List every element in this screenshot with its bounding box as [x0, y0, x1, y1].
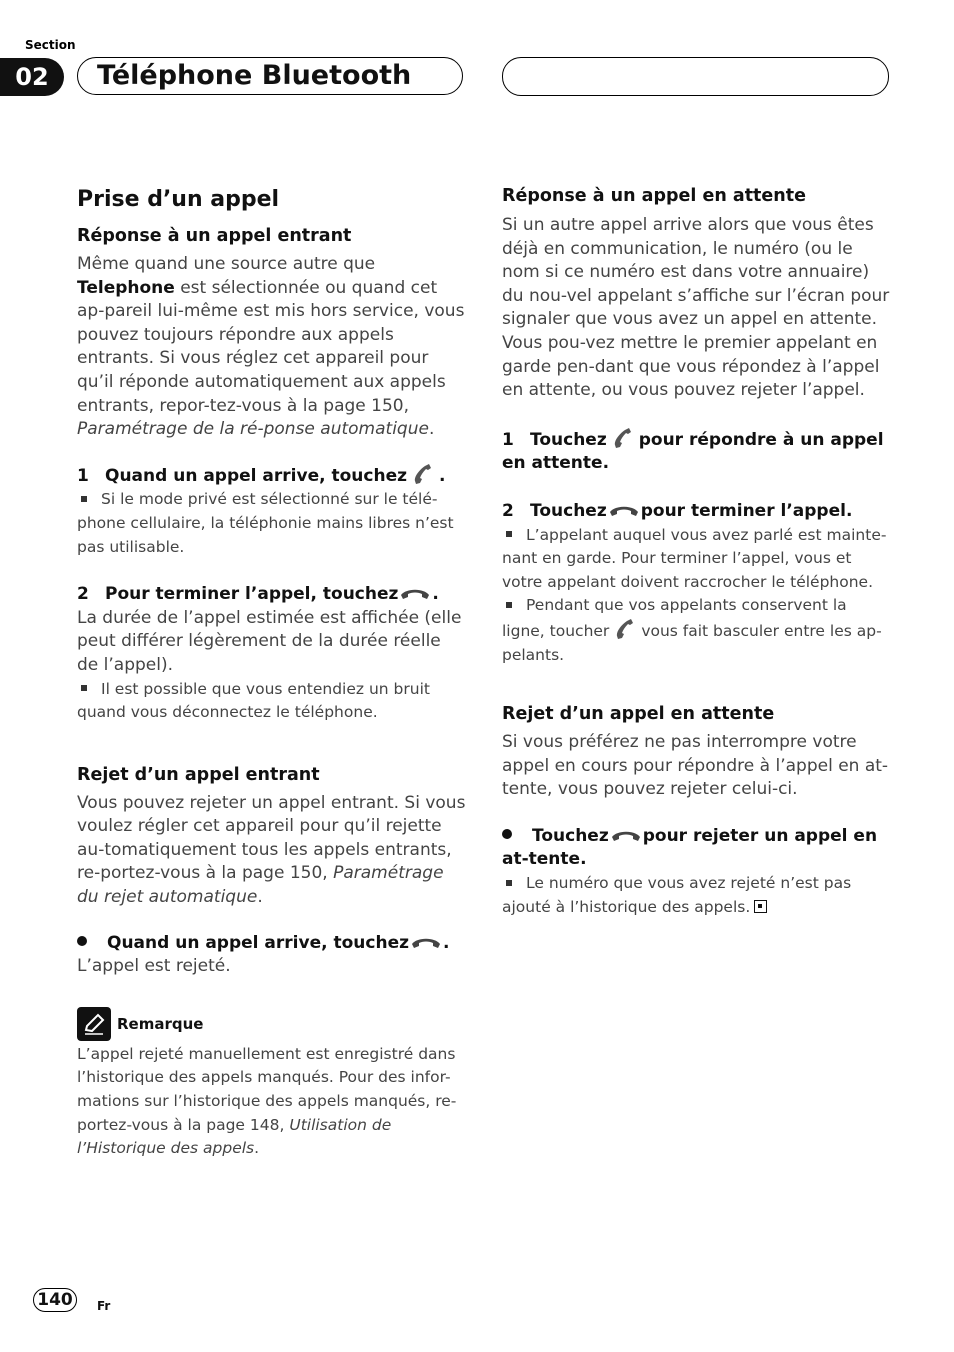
step-1 — [502, 427, 892, 476]
reference-link-text: Paramétrage du rejet automatique — [77, 863, 444, 908]
section-number-badge: 02 — [0, 58, 64, 96]
hang-up-icon — [611, 826, 641, 840]
note — [502, 594, 892, 667]
step-1 — [77, 463, 467, 489]
note-bullet-icon — [81, 496, 87, 502]
note-text: Il est possible que vous entendiez un bruit quand vous déconnectez le téléphone. — [77, 679, 430, 722]
phone-answer-icon — [613, 618, 637, 640]
note-bullet-icon — [506, 602, 512, 608]
step-2 — [502, 500, 892, 524]
right-column — [502, 184, 892, 919]
step-text: Pour terminer l’appel, touchez — [105, 584, 399, 605]
duration-paragraph: La durée de l’appel estimée est affichée (elle peut différer légèrement de la durée réelle de l’appel). — [77, 607, 462, 675]
step-text: Quand un appel arrive, touchez — [107, 932, 409, 953]
note-text: Si le mode privé est sélectionné sur le télé-phone cellulaire, la téléphonie mains libres n’est pas utilisable. — [77, 490, 454, 556]
step-text: Touchez — [532, 825, 609, 846]
note-bullet-icon — [506, 531, 512, 537]
step-number: 1 — [77, 465, 89, 486]
waiting-paragraph: Si un autre appel arrive alors que vous êtes déjà en communication, le numéro (ou le nom si ce numéro est dans votre annuaire) du nou-vel appelant s’affiche sur l’écran pour signaler que vous avez un appel en attente. Vous pou-vez mettre le premier appelant en garde pen-dant que vous répondez à l’appel en attente, ou vous pouvez rejeter l’appel. — [502, 215, 890, 401]
hang-up-icon — [411, 933, 441, 947]
note-text: L’appelant auquel vous avez parlé est mainte-nant en garde. Pour terminer l’appel, vous et votre appelant doivent raccrocher le téléphone. — [502, 525, 887, 591]
step-text: pour terminer l’appel. — [640, 500, 853, 521]
reject-waiting-subheading: Rejet d’un appel en attente — [502, 704, 775, 725]
remark-header — [77, 1007, 467, 1041]
remark-label: Remarque — [117, 1014, 204, 1033]
page-title: Téléphone Bluetooth — [97, 60, 412, 91]
text-run: . — [254, 1139, 260, 1158]
note — [77, 488, 467, 559]
bullet-dot-icon — [502, 829, 512, 839]
source-keyword: Telephone — [77, 277, 175, 298]
note — [502, 524, 892, 595]
note — [502, 872, 892, 919]
text-run: L’appel rejeté manuellement est enregistré dans l’historique des appels manqués. Pour des infor-mations sur l’historique des appels manqués, re-portez-vous à la page 148, — [77, 1044, 457, 1134]
reject-bullet-step — [77, 932, 467, 956]
text-run: . — [257, 887, 263, 908]
text-run: Même quand une source autre que — [77, 254, 376, 274]
note-text: Le numéro que vous avez rejeté n’est pas ajouté à l’historique des appels. — [502, 874, 852, 916]
text-run: . — [432, 584, 439, 605]
remark-block — [77, 1007, 467, 1161]
section-heading: Prise d’un appel — [77, 187, 280, 212]
reject-result: L’appel est rejeté. — [77, 956, 231, 977]
step-text: Touchez — [530, 429, 607, 450]
section-label: Section — [25, 38, 76, 52]
reject-waiting-paragraph: Si vous préférez ne pas interrompre votre appel en cours pour répondre à l’appel en at-tente, vous pouvez rejeter celui-ci. — [502, 732, 889, 800]
left-column — [77, 183, 467, 1176]
text-run: . — [439, 465, 446, 486]
header-empty-frame — [502, 57, 889, 96]
hang-up-icon — [609, 501, 639, 515]
answer-subheading: Réponse à un appel entrant — [77, 226, 352, 246]
step-number: 2 — [502, 500, 514, 521]
step-text: Quand un appel arrive, touchez — [105, 465, 407, 486]
text-run: . — [428, 419, 435, 440]
end-of-section-icon — [754, 900, 767, 913]
reference-link-text: Paramétrage de la ré-ponse automatique — [77, 419, 429, 440]
note-text: vous fait basculer entre les ap-pelants. — [502, 621, 882, 664]
step-number: 1 — [502, 429, 514, 450]
step-2 — [77, 583, 467, 607]
note — [77, 678, 467, 725]
reference-link-text: Utilisation de l’Historique des appels — [77, 1115, 392, 1158]
pencil-note-icon — [77, 1007, 111, 1041]
phone-answer-icon — [611, 427, 635, 449]
step-text: pour rejeter un appel en at-tente. — [502, 825, 878, 870]
remark-text — [77, 1043, 467, 1161]
text-run: . — [443, 932, 450, 953]
step-text: Touchez — [530, 500, 607, 521]
step-text: pour répondre à un appel en attente. — [502, 429, 884, 474]
answer-paragraph — [77, 253, 467, 442]
reject-waiting-bullet-step — [502, 825, 892, 872]
note-bullet-icon — [81, 685, 87, 691]
reject-paragraph — [77, 792, 467, 910]
bullet-dot-icon — [77, 936, 87, 946]
note-text: Pendant que vos appelants conservent la ligne, toucher — [502, 596, 847, 640]
step-number: 2 — [77, 584, 89, 605]
page-number: 140 — [33, 1288, 77, 1312]
text-run: est sélectionnée ou quand cet ap-pareil lui-même est mis hors service, vous pouvez toujours répondre aux appels entrants. Si vous réglez cet appareil pour qu’il réponde automatiquement aux appels entrants, repor-tez-vous à la page 150, — [77, 277, 465, 416]
text-run: Vous pouvez rejeter un appel entrant. Si vous voulez régler cet appareil pour qu’il rejette au-tomatiquement tous les appels entrants, re-portez-vous à la page 150, — [77, 792, 466, 884]
waiting-subheading: Réponse à un appel en attente — [502, 186, 806, 206]
language-code: Fr — [97, 1299, 111, 1313]
reject-subheading: Rejet d’un appel entrant — [77, 764, 320, 785]
hang-up-icon — [400, 584, 430, 598]
note-bullet-icon — [506, 880, 512, 886]
phone-answer-icon — [411, 463, 435, 485]
